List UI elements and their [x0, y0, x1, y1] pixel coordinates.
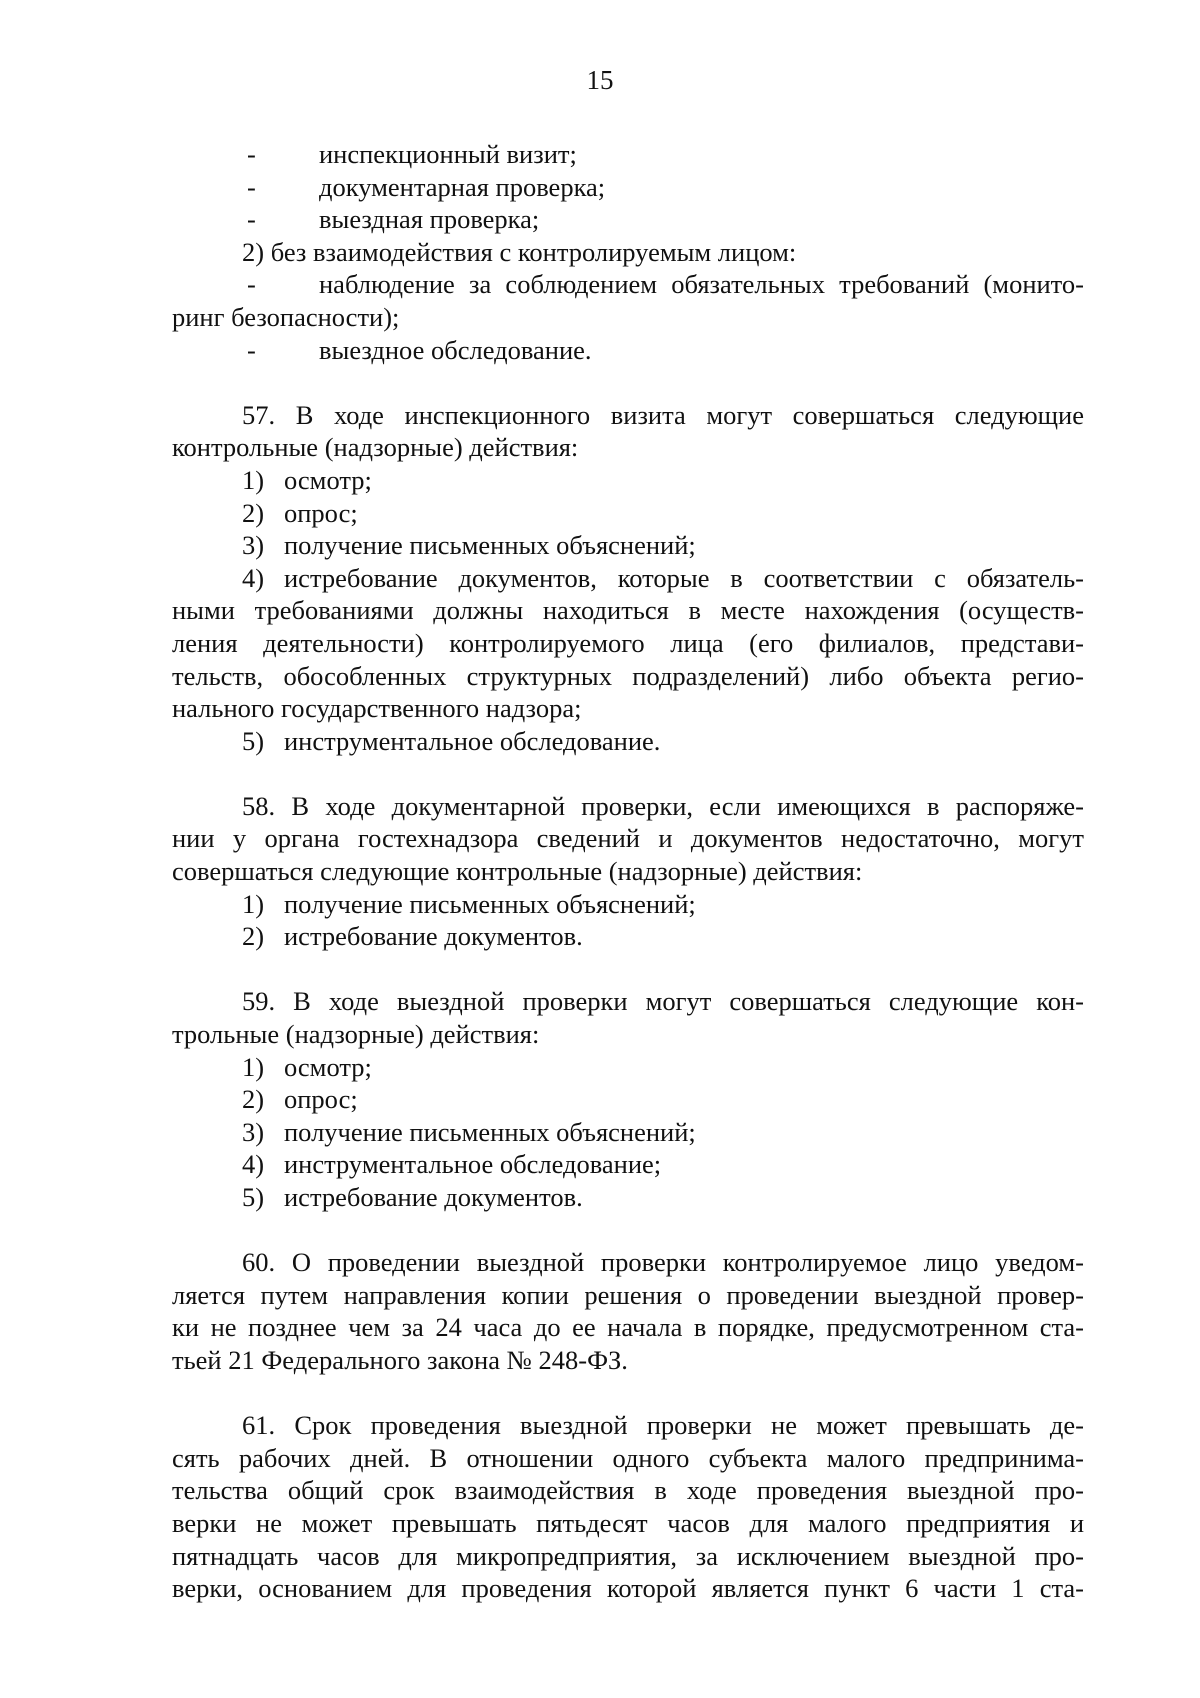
list-item: [172, 529, 1084, 562]
list-item: [172, 725, 1084, 758]
paragraph-58-line: 58. В ходе документарной проверки, если имеющихся в распоряже-: [242, 790, 1084, 821]
list-item-text: опрос;: [284, 497, 358, 528]
list-item-text: получение письменных объяснений;: [284, 1116, 696, 1147]
paragraph-61-line: 61. Срок проведения выездной проверки не может превышать де-: [242, 1410, 1084, 1441]
list-item: [172, 138, 1084, 171]
list-item: [172, 1148, 1084, 1181]
text-line: ными требованиями должны находиться в месте нахождения (осуществ-: [172, 595, 1084, 626]
list-item: [172, 497, 1084, 530]
text-line: ринг безопасности);: [172, 301, 400, 332]
paragraph-58-line: нии у органа гостехнадзора сведений и документов недостаточно, могут: [172, 823, 1084, 854]
dash-marker: -: [247, 204, 256, 235]
list-item-text: документарная проверка;: [319, 171, 606, 202]
dash-marker: -: [247, 139, 256, 169]
item-number: 1): [242, 888, 265, 919]
item-number: 1): [242, 464, 265, 495]
dash-marker: -: [247, 334, 256, 365]
list-item-text: инструментальное обследование.: [284, 725, 661, 756]
list-item-text: инспекционный визит;: [319, 139, 577, 169]
list-item-text: истребование документов, которые в соответствии с обязатель-: [284, 562, 1084, 593]
dash-marker: -: [247, 171, 256, 202]
paragraph-57-line: контрольные (надзорные) действия:: [172, 432, 579, 463]
paragraph-61-line: сять рабочих дней. В отношении одного субъекта малого предпринима-: [172, 1442, 1084, 1473]
text-line: 2) без взаимодействия с контролируемым лицом:: [242, 236, 797, 267]
item-number: 2): [242, 497, 265, 528]
paragraph-gap: [172, 953, 1084, 986]
item-number: 2): [242, 1084, 265, 1115]
list-item-text: осмотр;: [284, 1051, 372, 1082]
item-number: 2): [242, 921, 265, 952]
paragraph-58-line: совершаться следующие контрольные (надзорные) действия:: [172, 856, 863, 887]
paragraph-60-line: тьей 21 Федерального закона № 248-ФЗ.: [172, 1344, 628, 1375]
paragraph-57-line: 57. В ходе инспекционного визита могут совершаться следующие: [242, 399, 1084, 430]
dash-marker: -: [247, 269, 256, 300]
item-number: 1): [242, 1051, 265, 1082]
list-item-text: выездное обследование.: [319, 334, 592, 365]
page-number: 15: [586, 65, 614, 95]
list-item: [172, 1181, 1084, 1214]
list-item-text: выездная проверка;: [319, 204, 540, 235]
paragraph-61-line: пятнадцать часов для микропредприятия, за исключением выездной про-: [172, 1540, 1084, 1571]
list-item-text: опрос;: [284, 1084, 358, 1115]
paragraph-61-line: верки, основанием для проведения которой является пункт 6 части 1 ста-: [172, 1573, 1084, 1604]
paragraph-59-line: трольные (надзорные) действия:: [172, 1019, 540, 1050]
item-number: 4): [242, 562, 265, 593]
list-item: [172, 464, 1084, 497]
paragraph-gap: [172, 1214, 1084, 1247]
item-number: 3): [242, 1116, 265, 1147]
list-item: [172, 920, 1084, 953]
paragraph-60-line: 60. О проведении выездной проверки контролируемое лицо уведом-: [242, 1247, 1084, 1278]
document-body: [172, 138, 1084, 1605]
text-line: ления деятельности) контролируемого лица (его филиалов, представи-: [172, 627, 1084, 658]
item-number: 5): [242, 725, 265, 756]
list-item-text: истребование документов.: [284, 921, 583, 952]
list-item: [172, 334, 1084, 367]
list-item-text: получение письменных объяснений;: [284, 888, 696, 919]
list-item: [172, 203, 1084, 236]
list-item: [172, 268, 1084, 301]
list-item: [172, 1116, 1084, 1149]
item-number: 5): [242, 1182, 265, 1212]
text-line: тельств, обособленных структурных подразделений) либо объекта регио-: [172, 660, 1084, 691]
paragraph-gap: [172, 1377, 1084, 1410]
list-item: [172, 171, 1084, 204]
paragraph-60-line: ки не позднее чем за 24 часа до ее начала в порядке, предусмотренном ста-: [172, 1312, 1084, 1343]
paragraph-61-line: тельства общий срок взаимодействия в ходе проведения выездной про-: [172, 1475, 1084, 1506]
list-item-text: инструментальное обследование;: [284, 1149, 662, 1180]
paragraph-61-line: верки не может превышать пятьдесят часов для малого предприятия и: [172, 1507, 1084, 1538]
paragraph-59-line: 59. В ходе выездной проверки могут совершаться следующие кон-: [242, 986, 1084, 1017]
paragraph-gap: [172, 757, 1084, 790]
list-item-text: осмотр;: [284, 464, 372, 495]
paragraph-60-line: ляется путем направления копии решения о проведении выездной провер-: [172, 1279, 1084, 1310]
paragraph-gap: [172, 366, 1084, 399]
list-item-text: наблюдение за соблюдением обязательных требований (монито-: [319, 269, 1084, 300]
list-item: [172, 1051, 1084, 1084]
list-item: [172, 562, 1084, 595]
list-item-text: получение письменных объяснений;: [284, 530, 696, 561]
item-number: 4): [242, 1149, 265, 1180]
list-item: [172, 1083, 1084, 1116]
list-item-text: истребование документов.: [284, 1182, 583, 1212]
list-item: [172, 888, 1084, 921]
text-line: нального государственного надзора;: [172, 693, 582, 724]
item-number: 3): [242, 530, 265, 561]
